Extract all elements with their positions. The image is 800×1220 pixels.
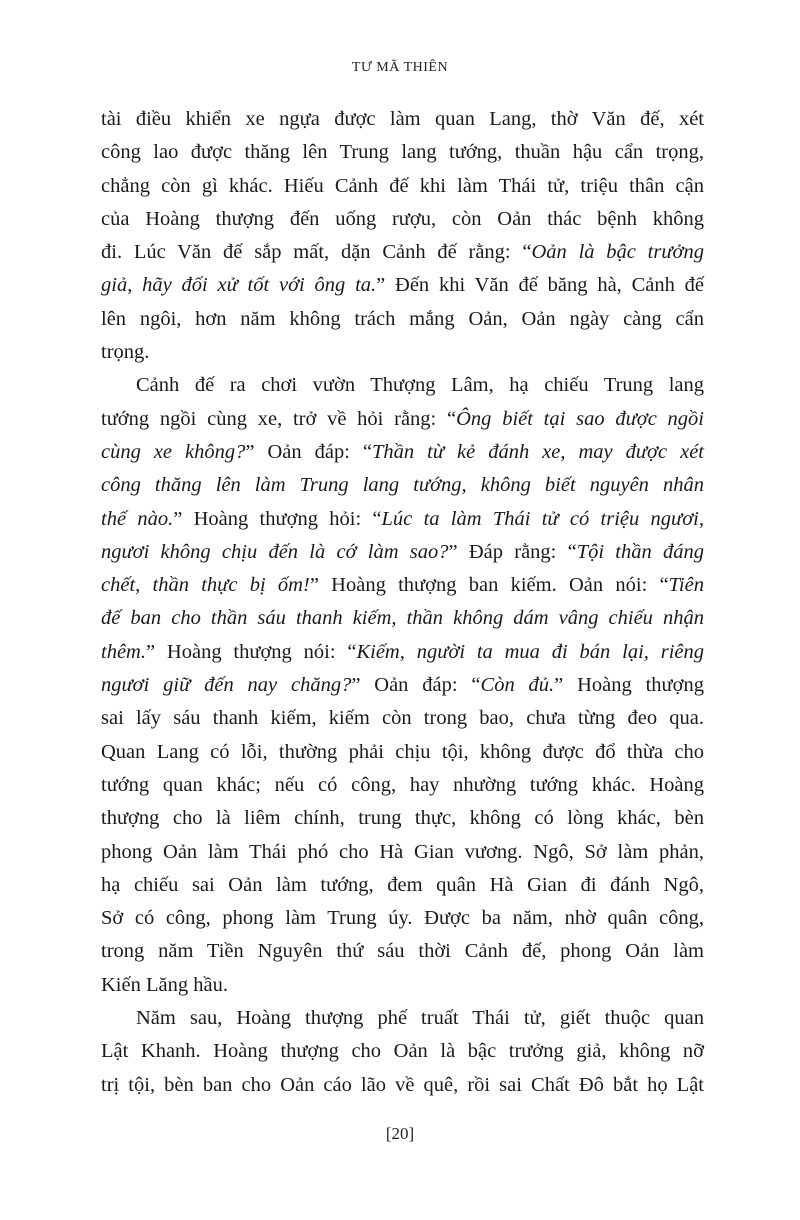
text-line	[101, 569, 704, 602]
italic-quote-segment: Kiếm, người ta mua đi bán lại, riêng	[356, 640, 705, 663]
text-line	[101, 336, 704, 369]
text-segment: đi. Lúc Văn đế sắp mất, dặn Cảnh đế rằng: “	[101, 241, 532, 264]
text-segment: ” Oản đáp: “	[351, 674, 481, 697]
italic-quote-segment: ngươi giữ đến nay chăng?	[101, 674, 352, 697]
text-line	[101, 669, 704, 702]
text-segment: tướng ngồi cùng xe, trở về hỏi rằng: “	[101, 407, 457, 430]
paragraph	[101, 1002, 704, 1102]
text-segment: Cảnh đế ra chơi vườn Thượng Lâm, hạ chiếu Trung lang	[136, 374, 704, 397]
text-segment: ” Hoàng thượng	[554, 674, 704, 697]
text-line	[101, 403, 704, 436]
text-segment: Lật Khanh. Hoàng thượng cho Oản là bậc trưởng giả, không nỡ	[101, 1040, 704, 1063]
text-segment: của Hoàng thượng đến uống rượu, còn Oản thác bệnh không	[101, 207, 704, 230]
text-line	[101, 503, 704, 536]
text-line	[101, 369, 704, 402]
text-line	[101, 902, 704, 935]
text-segment: ” Đáp rằng: “	[448, 540, 577, 563]
italic-quote-segment: công thăng lên làm Trung lang tướng, không biết nguyên nhân	[101, 474, 704, 497]
italic-quote-segment: ngươi không chịu đến là cớ làm sao?	[101, 540, 449, 563]
text-segment: thượng cho là liêm chính, trung thực, không có lòng khác, bèn	[101, 807, 704, 830]
body-text	[101, 103, 704, 1102]
text-line	[101, 536, 704, 569]
text-line	[101, 869, 704, 902]
italic-quote-segment: cùng xe không?	[101, 440, 246, 463]
running-header: TƯ MÃ THIÊN	[351, 60, 449, 75]
text-segment: Sở có công, phong làm Trung úy. Được ba năm, nhờ quân công,	[101, 907, 704, 930]
text-line	[101, 736, 704, 769]
text-segment: ” Hoàng thượng hỏi: “	[173, 507, 382, 530]
text-segment: trị tội, bèn ban cho Oản cáo lão về quê, rồi sai Chất Đô bắt họ Lật	[101, 1073, 704, 1096]
text-line	[101, 469, 704, 502]
italic-quote-segment: Lúc ta làm Thái tử có triệu ngươi,	[381, 507, 705, 530]
text-line	[101, 836, 704, 869]
text-line	[101, 935, 704, 968]
text-line	[101, 969, 704, 1002]
italic-quote-segment: chết, thần thực bị ốm!	[101, 574, 310, 597]
text-segment: ” Đến khi Văn đế băng hà, Cảnh đế	[376, 274, 704, 297]
text-line	[101, 1035, 704, 1068]
italic-quote-segment: Oản là bậc trưởng	[531, 241, 704, 264]
text-segment: tài điều khiển xe ngựa được làm quan Lang, thờ Văn đế, xét	[101, 108, 704, 130]
text-segment: tướng quan khác; nếu có công, hay nhường tướng khác. Hoàng	[101, 773, 704, 796]
text-line	[101, 1069, 704, 1102]
text-line	[101, 236, 704, 269]
text-segment: chẳng còn gì khác. Hiếu Cảnh đế khi làm Thái tử, triệu thân cận	[101, 174, 704, 197]
text-segment: ” Hoàng thượng nói: “	[145, 640, 357, 663]
text-line	[101, 303, 704, 336]
italic-quote-segment: Tiên	[668, 574, 704, 597]
italic-quote-segment: Thần từ kẻ đánh xe, may được xét	[372, 440, 704, 463]
text-segment: Năm sau, Hoàng thượng phế truất Thái tử, giết thuộc quan	[136, 1007, 704, 1030]
page-number: [20]	[385, 1124, 415, 1143]
text-segment: hạ chiếu sai Oản làm tướng, đem quân Hà Gian đi đánh Ngô,	[101, 873, 704, 896]
text-line	[101, 769, 704, 802]
text-segment: ” Oản đáp: “	[245, 440, 372, 463]
text-segment: phong Oản làm Thái phó cho Hà Gian vương. Ngô, Sở làm phản,	[101, 840, 704, 863]
text-line	[101, 1002, 704, 1035]
text-line	[101, 136, 704, 169]
italic-quote-segment: thế nào.	[101, 507, 174, 530]
text-line	[101, 203, 704, 236]
text-line	[101, 103, 704, 136]
text-line	[101, 269, 704, 302]
italic-quote-segment: thêm.	[101, 640, 146, 663]
text-segment: công lao được thăng lên Trung lang tướng, thuần hậu cẩn trọng,	[101, 141, 704, 164]
text-segment: Quan Lang có lỗi, thường phải chịu tội, không được đổ thừa cho	[101, 740, 704, 763]
text-line	[101, 802, 704, 835]
italic-quote-segment: giả, hãy đối xử tốt với ông ta.	[101, 274, 377, 297]
text-line	[101, 702, 704, 735]
italic-quote-segment: Còn đủ.	[480, 674, 555, 697]
text-segment: Kiến Lăng hầu.	[101, 973, 228, 996]
text-segment: trọng.	[101, 341, 150, 364]
text-line	[101, 436, 704, 469]
italic-quote-segment: Tội thần đáng	[576, 540, 705, 563]
text-line	[101, 602, 704, 635]
paragraph	[101, 369, 704, 1002]
text-segment: trong năm Tiền Nguyên thứ sáu thời Cảnh đế, phong Oản làm	[101, 940, 704, 963]
paragraph	[101, 103, 704, 369]
text-segment: ” Hoàng thượng ban kiếm. Oản nói: “	[309, 574, 669, 597]
italic-quote-segment: đế ban cho thần sáu thanh kiếm, thần không dám vâng chiếu nhận	[101, 607, 704, 630]
text-segment: sai lấy sáu thanh kiếm, kiếm còn trong bao, chưa từng đeo qua.	[101, 707, 704, 730]
italic-quote-segment: Ông biết tại sao được ngồi	[456, 407, 704, 430]
text-line	[101, 170, 704, 203]
text-segment: lên ngôi, hơn năm không trách mắng Oản, Oản ngày càng cẩn	[101, 307, 704, 330]
text-line	[101, 636, 704, 669]
